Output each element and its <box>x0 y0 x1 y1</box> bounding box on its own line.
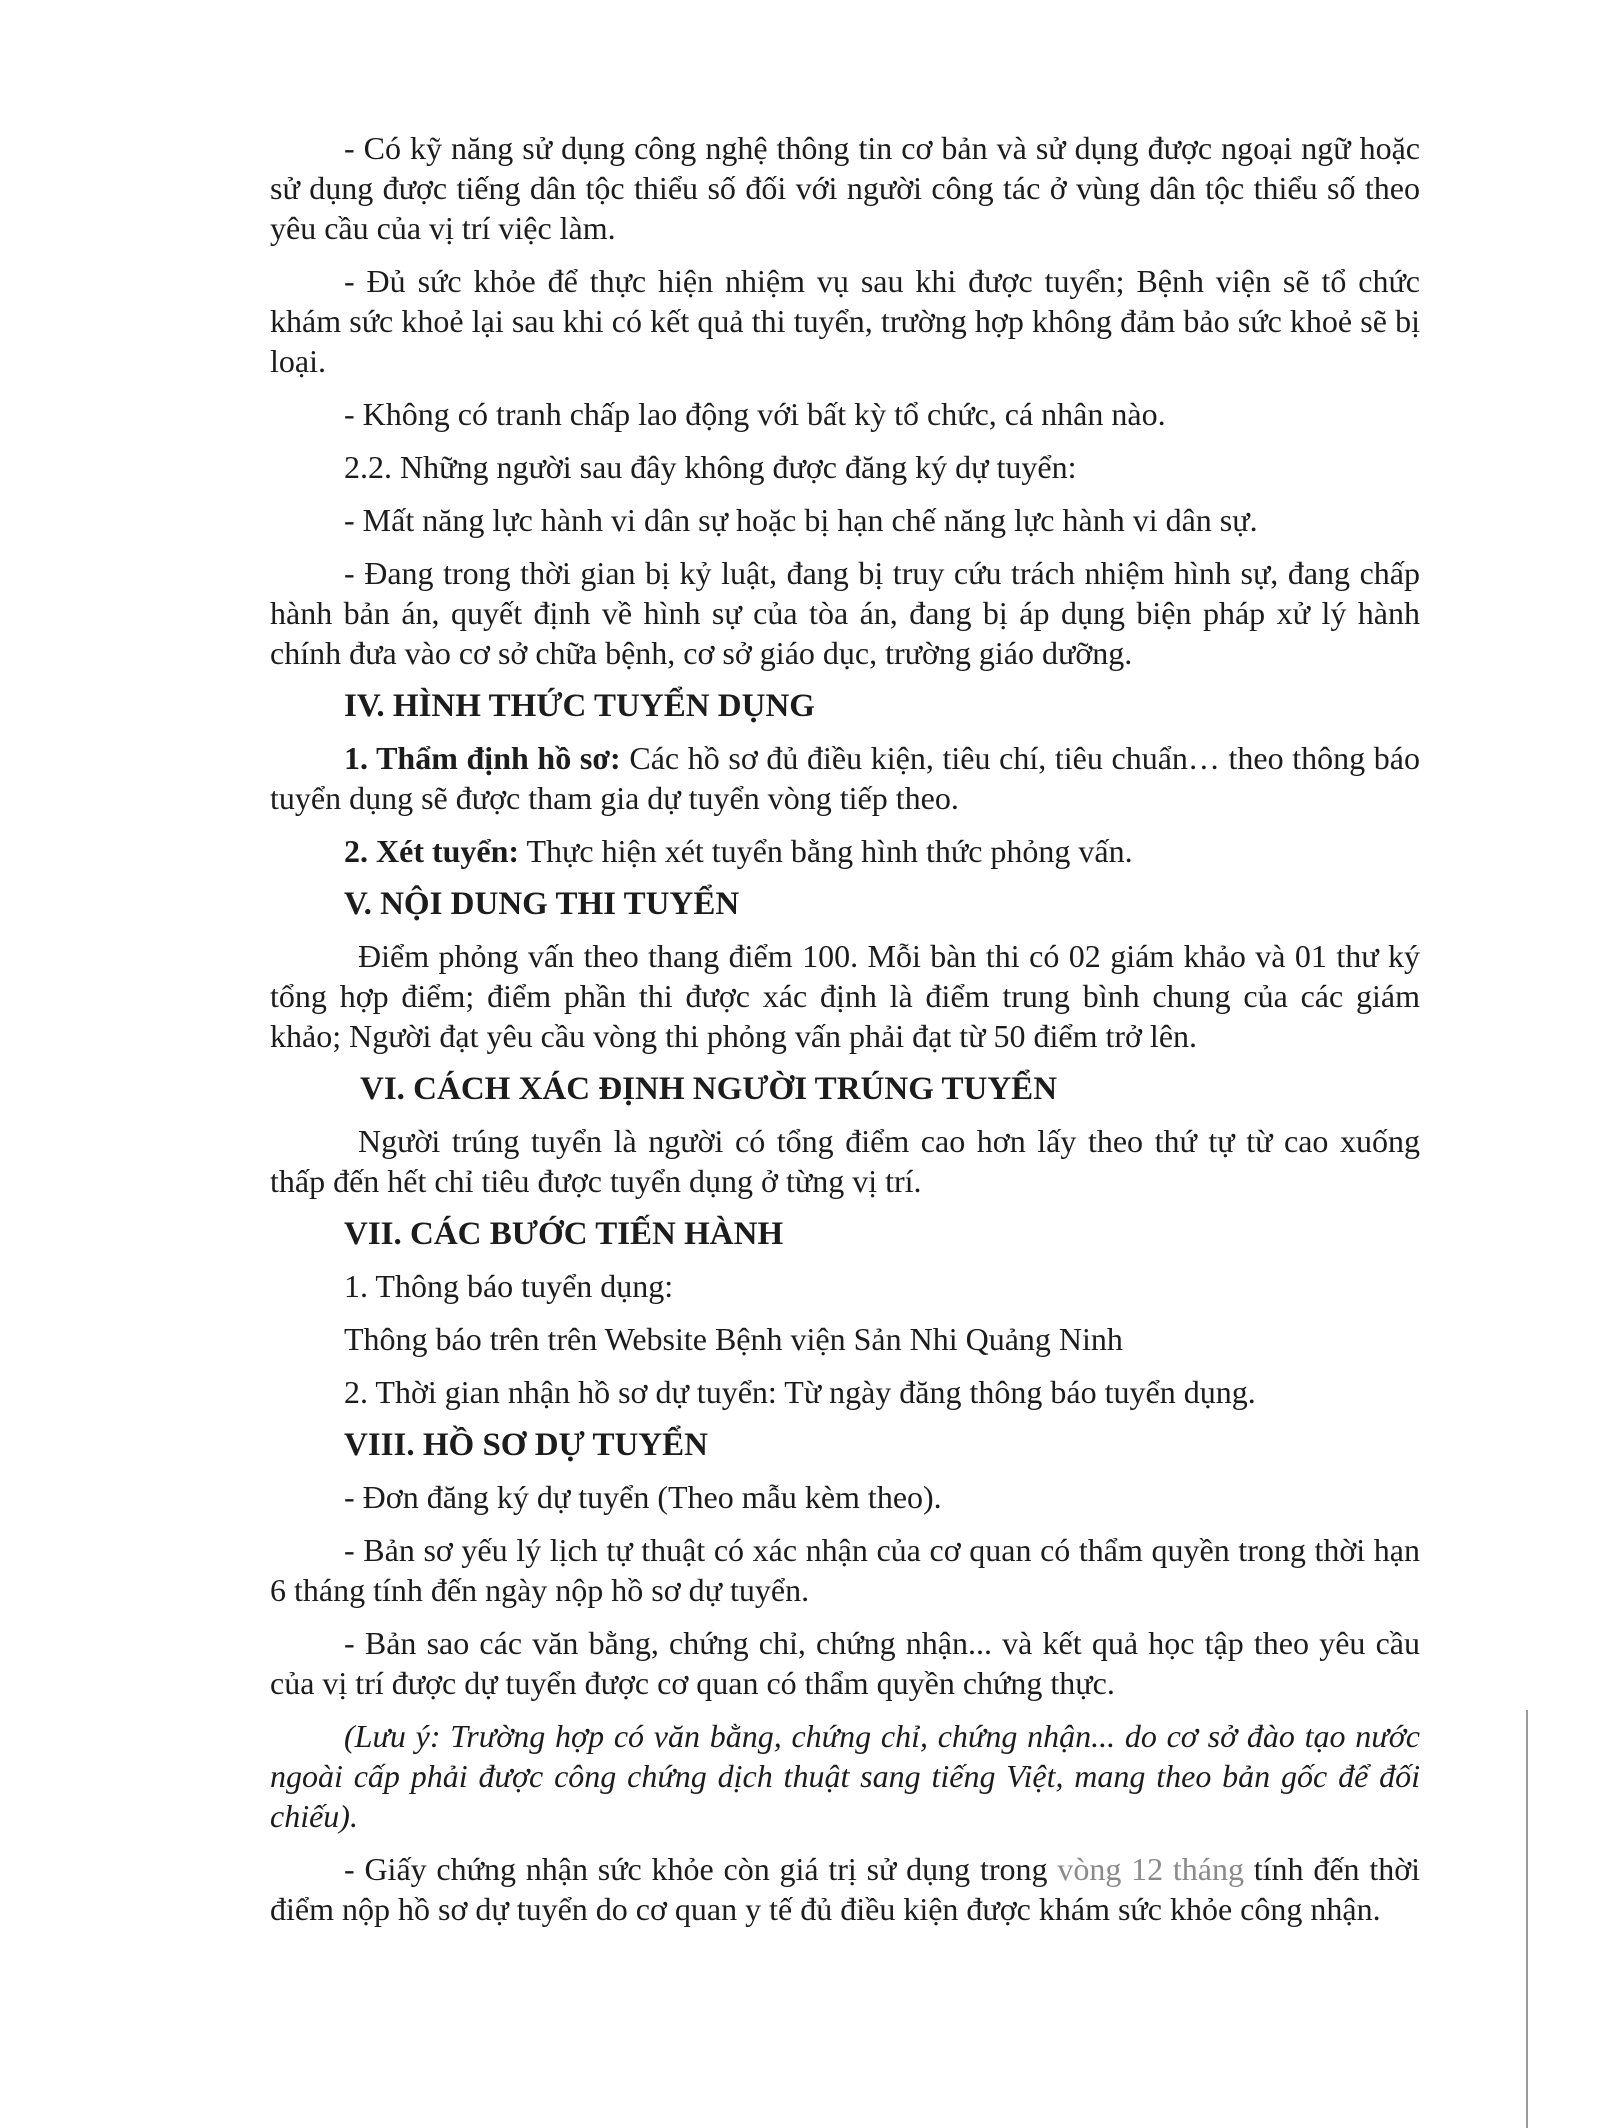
section-7-title: VII. CÁC BƯỚC TIẾN HÀNH <box>344 1216 784 1252</box>
section-5-title: V. NỘI DUNG THI TUYỂN <box>344 886 740 922</box>
section-2-2-item-2: - Đang trong thời gian bị kỷ luật, đang bị truy cứu trách nhiệm hình sự, đang chấp hành bản án, quyết định về hình sự của tòa án, đang bị áp dụng biện pháp xử lý hành chính đưa vào cơ sở chữa bệnh, cơ sở giáo dục, trường giáo dưỡng. <box>270 555 1420 671</box>
section-8-item-1: - Đơn đăng ký dự tuyển (Theo mẫu kèm theo). <box>344 1479 942 1515</box>
section-4-item-2 <box>270 831 1420 871</box>
section-2-2-item-1: - Mất năng lực hành vi dân sự hoặc bị hạn chế năng lực hành vi dân sự. <box>344 502 1258 538</box>
section-8-item-4-period: vòng 12 tháng <box>1057 1851 1244 1887</box>
section-7-item-1: 1. Thông báo tuyển dụng: <box>344 1268 674 1304</box>
section-8-item-4-start: - Giấy chứng nhận sức khỏe còn giá trị sử dụng trong <box>344 1851 1058 1887</box>
section-8-item-3: - Bản sao các văn bằng, chứng chỉ, chứng nhận... và kết quả học tập theo yêu cầu của vị trí được dự tuyển được cơ quan có thẩm quyền chứng thực. <box>270 1625 1420 1701</box>
section-7-item-1-text: Thông báo trên trên Website Bệnh viện Sản Nhi Quảng Ninh <box>344 1321 1123 1357</box>
section-4-title: IV. HÌNH THỨC TUYỂN DỤNG <box>344 688 815 724</box>
section-4-item-2-text: Thực hiện xét tuyển bằng hình thức phỏng vấn. <box>519 833 1133 869</box>
section-4-item-1-text: Các hồ sơ đủ điều kiện, tiêu chí, tiêu chuẩn… theo thông báo tuyển dụng sẽ được tham gia dự tuyển vòng tiếp theo. <box>270 740 1421 816</box>
section-8-item-4 <box>270 1849 1420 1929</box>
section-8-note: (Lưu ý: Trường hợp có văn bằng, chứng chỉ, chứng nhận... do cơ sở đào tạo nước ngoài cấp phải được công chứng dịch thuật sang tiếng Việt, mang theo bản gốc để đối chiếu). <box>270 1718 1420 1834</box>
section-8-item-4-end: tính đến thời điểm nộp hồ sơ dự tuyển do cơ quan y tế đủ điều kiện được khám sức khỏe công nhận. <box>270 1851 1421 1927</box>
requirement-no-dispute: - Không có tranh chấp lao động với bất kỳ tổ chức, cá nhân nào. <box>344 396 1166 432</box>
section-6-title: VI. CÁCH XÁC ĐỊNH NGƯỜI TRÚNG TUYỂN <box>360 1071 1058 1107</box>
requirement-health: - Đủ sức khỏe để thực hiện nhiệm vụ sau khi được tuyển; Bệnh viện sẽ tổ chức khám sức khoẻ lại sau khi có kết quả thi tuyển, trường hợp không đảm bảo sức khoẻ sẽ bị loại. <box>270 263 1420 379</box>
section-5-text: Điểm phỏng vấn theo thang điểm 100. Mỗi bàn thi có 02 giám khảo và 01 thư ký tổng hợp điểm; điểm phần thi được xác định là điểm trung bình chung của các giám khảo; Người đạt yêu cầu vòng thi phỏng vấn phải đạt từ 50 điểm trở lên. <box>270 938 1420 1054</box>
section-8-title: VIII. HỒ SƠ DỰ TUYỂN <box>344 1427 708 1463</box>
section-4-item-1 <box>270 738 1420 818</box>
section-4-item-1-label: 1. Thẩm định hồ sơ: <box>344 740 621 776</box>
section-6-text: Người trúng tuyển là người có tổng điểm cao hơn lấy theo thứ tự từ cao xuống thấp đến hết chỉ tiêu được tuyển dụng ở từng vị trí. <box>270 1123 1420 1199</box>
scan-page-edge <box>1526 1710 1528 2128</box>
section-7-item-2: 2. Thời gian nhận hồ sơ dự tuyển: Từ ngày đăng thông báo tuyển dụng. <box>344 1374 1256 1410</box>
section-4-item-2-label: 2. Xét tuyển: <box>344 833 520 869</box>
document-body <box>270 128 1420 1942</box>
section-2-2-heading: 2.2. Những người sau đây không được đăng ký dự tuyển: <box>344 449 1077 485</box>
requirement-it-language: - Có kỹ năng sử dụng công nghệ thông tin cơ bản và sử dụng được ngoại ngữ hoặc sử dụng được tiếng dân tộc thiểu số đối với người công tác ở vùng dân tộc thiểu số theo yêu cầu của vị trí việc làm. <box>270 130 1420 246</box>
section-8-item-2: - Bản sơ yếu lý lịch tự thuật có xác nhận của cơ quan có thẩm quyền trong thời hạn 6 tháng tính đến ngày nộp hồ sơ dự tuyển. <box>270 1532 1420 1608</box>
